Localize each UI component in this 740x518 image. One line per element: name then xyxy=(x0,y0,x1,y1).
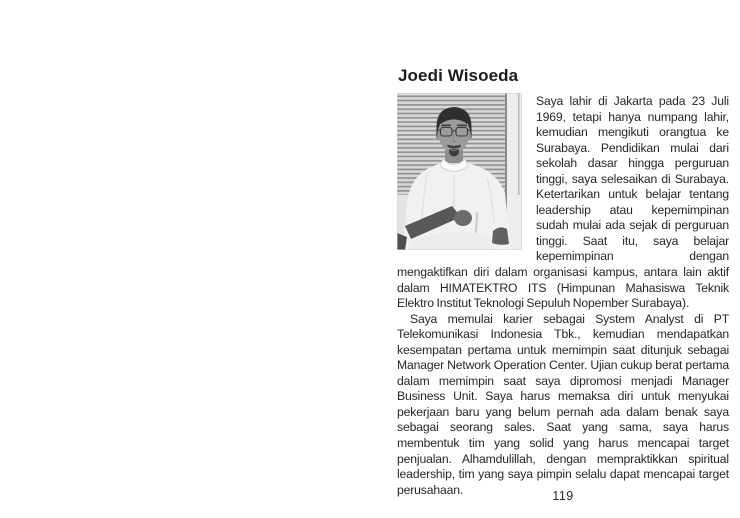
portrait-photo-art xyxy=(397,93,522,250)
page-content xyxy=(397,66,729,498)
portrait-photo xyxy=(397,93,522,250)
paragraph-2: Saya memulai karier sebagai System Analyst di PT Telekomunikasi Indonesia Tbk., kemudian mendapatkan kesempatan pertama untuk memimpin saat ditunjuk sebagai Manager Network Operation Center. Ujian cukup berat pertama dalam memimpin saat saya dipromosi menjadi Manager Business Unit. Saya harus memaksa diri untuk menyukai pekerjaan baru yang belum pernah ada dalam benak saya sebagai seorang sales. Saat yang sama, saya harus membentuk tim yang solid yang harus mencapai target penjualan. Alhamdulillah, dengan mempraktikkan spiritual leadership, tim yang saya pimpin selalu dapat mencapai target perusahaan. xyxy=(397,311,729,497)
biography-text xyxy=(397,94,729,498)
paragraph-1: Saya lahir di Jakarta pada 23 Juli 1969, tetapi hanya numpang lahir, kemudian mengikuti orangtua ke Surabaya. Pendidikan mulai dari sekolah dasar hingga perguruan tinggi, saya selesaikan di Surabaya. Ketertarikan untuk belajar tentang leadership atau kepemimpinan sudah mulai ada sejak di perguruan tinggi. Saat itu, saya belajar kepemimpinan dengan mengaktifkan diri dalam organisasi kampus, antara lain aktif dalam HIMATEKTRO ITS (Himpunan Mahasiswa Teknik Elektro Institut Teknologi Sepuluh Nopember Surabaya). xyxy=(397,94,729,311)
page-number: 119 xyxy=(552,489,574,503)
page-title: Joedi Wisoeda xyxy=(398,66,519,85)
